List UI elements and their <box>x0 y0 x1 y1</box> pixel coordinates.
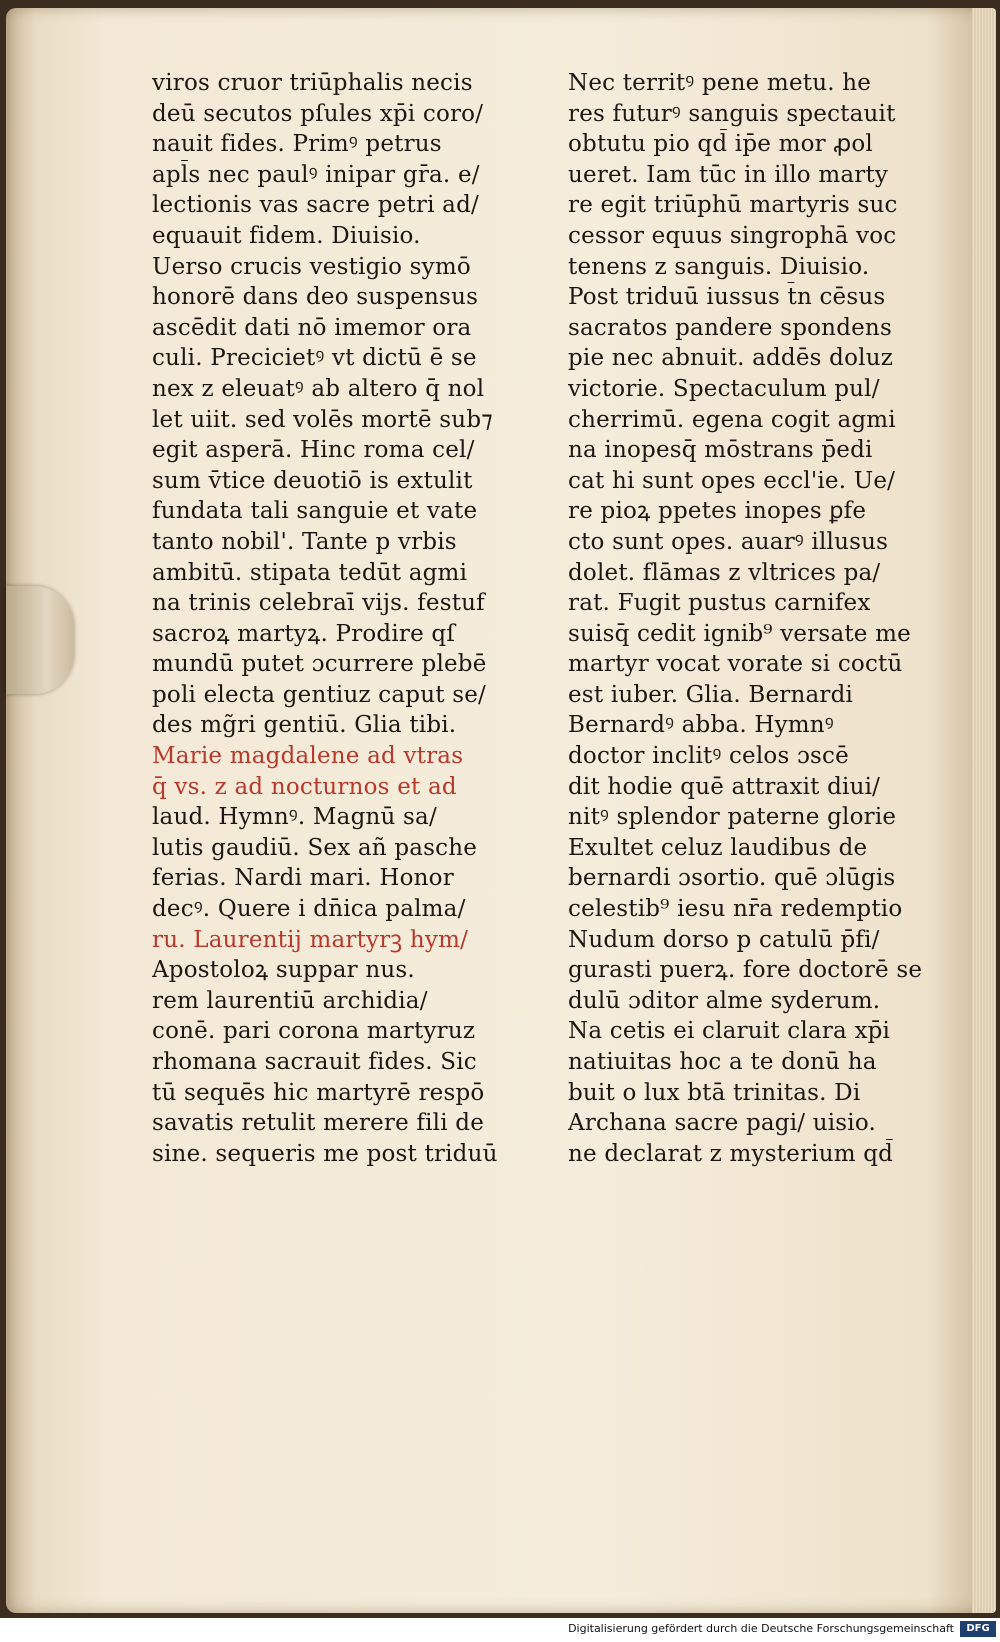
text-line: nitꝰ splendor paterne glorie <box>568 804 897 831</box>
text-line: egit asperā. Hinc roma cel/ <box>152 437 475 464</box>
text-line: bernardi ɔsortio. quē ɔlūgis <box>568 865 896 892</box>
text-line: suisq̄ cedit ignib⁹ versate me <box>568 620 911 647</box>
text-line: ueret. Iam tūc in illo marty <box>568 161 889 188</box>
right-text-column <box>568 68 952 1169</box>
text-line: Bernardꝰ abba. Hymnꝰ <box>568 712 834 739</box>
footer-bar <box>0 1618 1000 1642</box>
text-line: sacroꝝ martyꝝ. Prodire qſ <box>152 620 456 647</box>
page-text-area <box>28 28 974 1608</box>
page-edge-stack <box>972 8 996 1613</box>
text-line: rhomana sacrauit fides. Sic <box>152 1049 477 1075</box>
text-line: viros cruor triūphalis necis <box>152 70 473 96</box>
text-line: Exultet celuz laudibus de <box>568 834 868 861</box>
text-line: Uerso crucis vestigio symō <box>152 253 471 280</box>
text-line: res futurꝰ sanguis spectauit <box>568 100 896 127</box>
left-text-column <box>152 68 536 1169</box>
text-line: Apostoloꝝ suppar nus. <box>152 957 415 984</box>
text-line: victorie. Spectaculum pul/ <box>568 375 880 402</box>
text-line: decꝰ. Quere i dn̄ica palma/ <box>152 896 466 923</box>
text-line: Na cetis ei claruit clara xp̄i <box>568 1018 891 1045</box>
text-line: obtutu pio qd̄ ip̄e mor ꝓol <box>568 131 873 158</box>
text-line: Archana sacre pagi/ uisio. <box>568 1110 877 1137</box>
text-line: laud. Hymnꝰ. Magnū sa/ <box>152 804 437 831</box>
text-line: q̄ vs. z ad nocturnos et ad <box>152 773 457 800</box>
text-line: let uiit. sed volēs mortē sub⁊ <box>152 406 493 433</box>
text-line: ne declarat z mysterium qd̄ <box>568 1140 894 1167</box>
text-line: est iuber. Glia. Bernardi <box>568 681 854 708</box>
book-page <box>6 8 996 1613</box>
text-line: culi. Precicietꝰ vt dictū ē se <box>152 345 477 372</box>
text-line: des mg̃ri gentiū. Glia tibi. <box>152 712 457 739</box>
text-line: nex z eleuatꝰ ab altero q̄ nol <box>152 375 485 402</box>
text-line: tanto nobil'. Tante p vrbis <box>152 528 457 555</box>
text-line: fundata tali sanguie et vate <box>152 498 478 525</box>
text-line: Marie magdalene ad vtras <box>152 743 464 770</box>
text-line: na trinis celebraī vijs. festuf <box>152 590 485 617</box>
text-line: cto sunt opes. auarꝰ illusus <box>568 528 889 555</box>
text-line: mundū putet ɔcurrere plebē <box>152 651 487 678</box>
text-line: equauit fidem. Diuisio. <box>152 222 421 249</box>
text-line: Nec territꝰ pene metu. he <box>568 70 872 96</box>
text-line: dulū ɔditor alme syderum. <box>568 987 881 1014</box>
text-line: martyr vocat vorate si coctū <box>568 651 903 678</box>
text-line: cat hi sunt opes eccl'ie. Ue/ <box>568 467 896 494</box>
text-line: lutis gaudiū. Sex añ pasche <box>152 834 478 861</box>
text-line: dolet. flāmas z vltrices pa/ <box>568 559 881 586</box>
text-line: doctor inclitꝰ celos ɔscē <box>568 743 849 770</box>
text-line: dit hodie quē attraxit diui/ <box>568 773 881 800</box>
text-line: buit o lux btā trinitas. Di <box>568 1079 861 1106</box>
text-line: re pioꝝ ppetes inopes ꝑfe <box>568 498 867 525</box>
text-line: Post triduū iussus t̄n cēsus <box>568 284 886 311</box>
text-line: tū sequēs hic martyrē respō <box>152 1079 485 1106</box>
text-line: ru. Laurentij martyrꝫ hym/ <box>152 926 469 953</box>
text-line: ferias. Nardi mari. Honor <box>152 865 454 892</box>
funding-notice: Digitalisierung gefördert durch die Deutsche Forschungsgemeinschaft <box>568 1622 954 1635</box>
text-line: Nudum dorso p catulū p̄fi/ <box>568 926 880 953</box>
text-line: nauit fides. Primꝰ petrus <box>152 131 442 158</box>
text-line: apl̄s nec paulꝰ inipar gr̄a. e/ <box>152 161 480 188</box>
text-line: re egit triūphū martyris suc <box>568 192 898 219</box>
text-line: sum v̄tice deuotiō is extulit <box>152 467 473 494</box>
text-line: honorē dans deo suspensus <box>152 284 479 311</box>
text-line: cessor equus singrophā voc <box>568 222 897 249</box>
text-line: rat. Fugit pustus carnifex <box>568 590 871 617</box>
text-line: rem laurentiū archidia/ <box>152 987 428 1014</box>
text-line: tenens z sanguis. Diuisio. <box>568 253 870 280</box>
text-line: celestib⁹ iesu nr̄a redemptio <box>568 896 903 923</box>
text-line: poli electa gentiuz caput se/ <box>152 681 486 708</box>
text-line: deū secutos pſules xp̄i coro/ <box>152 100 484 127</box>
text-line: cherrimū. egena cogit agmi <box>568 406 896 433</box>
text-line: ambitū. stipata tedūt agmi <box>152 559 468 586</box>
text-line: savatis retulit merere fili de <box>152 1110 485 1137</box>
text-line: pie nec abnuit. addēs doluz <box>568 345 894 372</box>
text-line: sine. sequeris me post triduū <box>152 1140 498 1167</box>
text-line: natiuitas hoc a te donū ha <box>568 1049 877 1075</box>
text-line: sacratos pandere spondens <box>568 314 892 341</box>
text-line: ascēdit dati nō imemor ora <box>152 314 472 341</box>
text-line: lectionis vas sacre petri ad/ <box>152 192 479 219</box>
text-line: na inopesq̄ mōstrans p̄edi <box>568 437 873 464</box>
text-line: conē. pari corona martyruz <box>152 1018 476 1045</box>
dfg-logo: DFG <box>960 1621 996 1637</box>
text-line: gurasti puerꝝ. fore doctorē se <box>568 957 923 984</box>
